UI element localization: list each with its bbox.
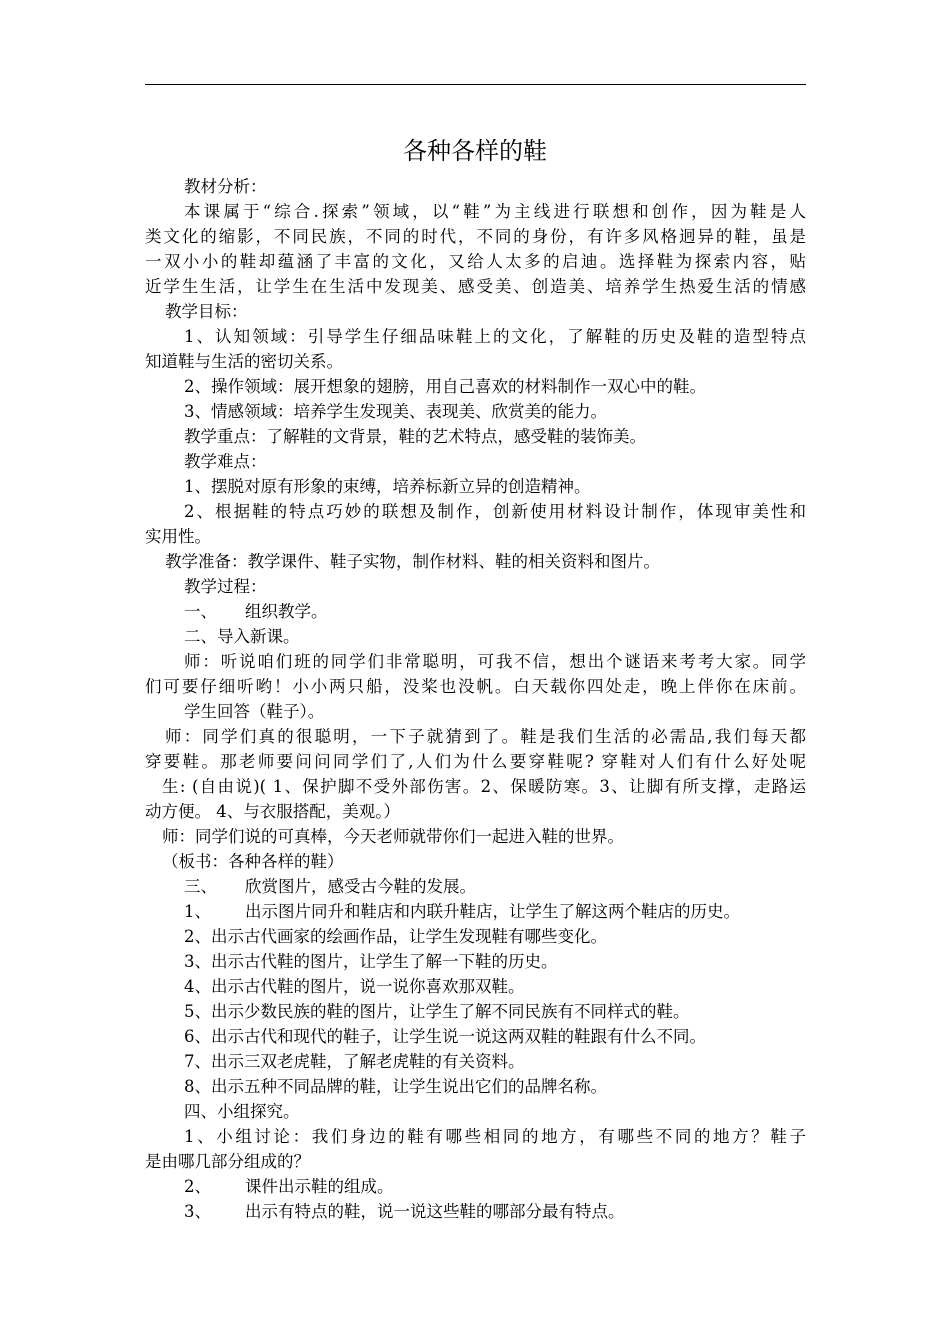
section-heading: 教学目标：: [165, 302, 248, 321]
paragraph-line: 教学重点：了解鞋的文背景，鞋的艺术特点，感受鞋的装饰美。: [184, 427, 646, 446]
list-text: 课件出示鞋的组成。: [245, 1177, 394, 1196]
list-text: 出示图片同升和鞋店和内联升鞋店，让学生了解这两个鞋店的历史。: [245, 902, 740, 921]
list-item: [184, 875, 476, 899]
paragraph-line: 2、操作领域：展开想象的翅膀，用自己喜欢的材料制作一双心中的鞋。: [184, 377, 706, 396]
paragraph-line: 们可要仔细听哟！小小两只船，没桨也没帆。白天载你四处走，晚上伴你在床前。: [145, 677, 806, 696]
list-item: 8、出示五种不同品牌的鞋，让学生说出它们的品牌名称。: [184, 1077, 607, 1096]
paragraph-line: 穿要鞋。那老师要问问同学们了,人们为什么要穿鞋呢? 穿鞋对人们有什么好处呢: [145, 752, 806, 771]
list-item: [184, 1175, 394, 1199]
list-number: 三、: [184, 877, 217, 896]
paragraph-line: 近学生生活，让学生在生活中发现美、感受美、创造美、培养学生热爱生活的情感: [145, 277, 806, 296]
list-item: 2、出示古代画家的绘画作品，让学生发现鞋有哪些变化。: [184, 927, 607, 946]
paragraph-line: 教学准备：教学课件、鞋子实物，制作材料、鞋的相关资料和图片。: [165, 552, 660, 571]
list-text: 组织教学。: [245, 602, 328, 621]
paragraph-line: 类文化的缩影，不同民族，不同的时代，不同的身份，有许多风格迥异的鞋，虽是: [145, 227, 806, 246]
list-item: 7、出示三双老虎鞋，了解老虎鞋的有关资料。: [184, 1052, 525, 1071]
paragraph-line: 1、认知领域：引导学生仔细品味鞋上的文化，了解鞋的历史及鞋的造型特点: [184, 327, 806, 346]
paragraph-line: 知道鞋与生活的密切关系。: [145, 352, 343, 371]
list-item: 5、出示少数民族的鞋的图片，让学生了解不同民族有不同样式的鞋。: [184, 1002, 690, 1021]
list-item: 6、出示古代和现代的鞋子，让学生说一说这两双鞋的鞋跟有什么不同。: [184, 1027, 706, 1046]
paragraph-line: 实用性。: [145, 527, 211, 546]
paragraph-line: 生: (自由说)( 1、保护脚不受外部伤害。2、保暖防寒。3、让脚有所支撑，走路运: [162, 777, 806, 796]
list-item: 4、出示古代鞋的图片，说一说你喜欢那双鞋。: [184, 977, 525, 996]
section-heading: 教学难点：: [184, 452, 267, 471]
list-number: 2、: [184, 1177, 211, 1196]
section-heading: 二、导入新课。: [184, 627, 300, 646]
paragraph-line: 师：听说咱们班的同学们非常聪明，可我不信，想出个谜语来考考大家。同学: [184, 652, 806, 671]
paragraph-line: 是由哪几部分组成的？: [145, 1152, 310, 1171]
list-number: 1、: [184, 902, 211, 921]
list-item: 3、出示古代鞋的图片，让学生了解一下鞋的历史。: [184, 952, 558, 971]
list-item: [184, 900, 740, 924]
list-text: 欣赏图片，感受古今鞋的发展。: [245, 877, 476, 896]
paragraph-line: 动方便。 4、与衣服搭配，美观。）: [145, 802, 400, 821]
paragraph-line: 一双小小的鞋却蕴涵了丰富的文化，又给人太多的启迪。选择鞋为探索内容，贴: [145, 252, 806, 271]
section-heading: 教材分析：: [184, 177, 267, 196]
paragraph-line: 本课属于“综合.探索”领域，以“鞋”为主线进行联想和创作，因为鞋是人: [184, 202, 806, 221]
paragraph-line: 学生回答（鞋子）。: [184, 702, 325, 721]
list-item: [184, 1200, 625, 1224]
document-title: 各种各样的鞋: [403, 137, 547, 165]
list-number: 3、: [184, 1202, 211, 1221]
list-number: 一、: [184, 602, 217, 621]
paragraph-line: 1、小组讨论：我们身边的鞋有哪些相同的地方，有哪些不同的地方？鞋子: [184, 1127, 806, 1146]
paragraph-line: （板书：各种各样的鞋）: [162, 852, 344, 871]
paragraph-line: 师：同学们真的很聪明，一下子就猜到了。鞋是我们生活的必需品,我们每天都: [165, 727, 806, 746]
paragraph-line: 2、根据鞋的特点巧妙的联想及制作，创新使用材料设计制作，体现审美性和: [184, 502, 806, 521]
paragraph-line: 3、情感领域：培养学生发现美、表现美、欣赏美的能力。: [184, 402, 607, 421]
section-heading: 四、小组探究。: [184, 1102, 300, 1121]
section-heading: 教学过程：: [184, 577, 267, 596]
header-rule: [145, 84, 806, 85]
paragraph-line: 1、摆脱对原有形象的束缚，培养标新立异的创造精神。: [184, 477, 591, 496]
list-text: 出示有特点的鞋，说一说这些鞋的哪部分最有特点。: [245, 1202, 625, 1221]
paragraph-line: 师：同学们说的可真棒，今天老师就带你们一起进入鞋的世界。: [162, 827, 624, 846]
list-item: [184, 600, 328, 624]
